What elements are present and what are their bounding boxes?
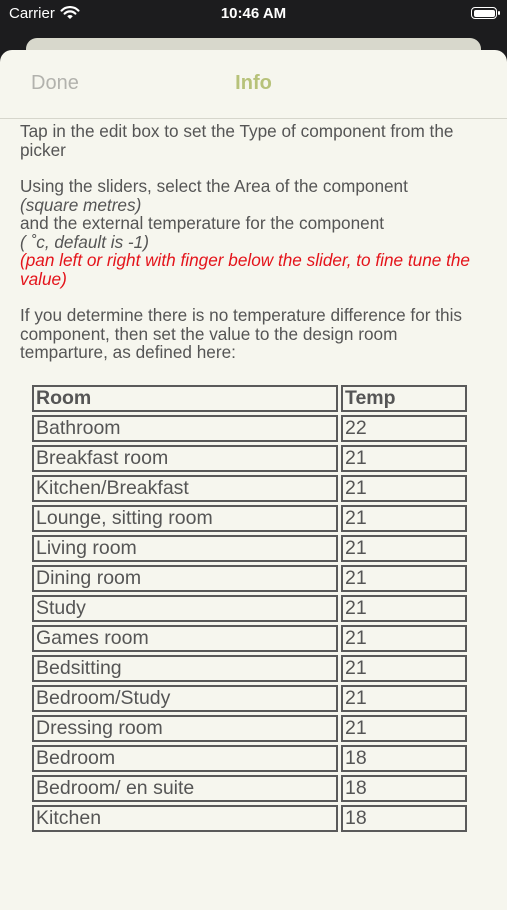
- temp-cell: 21: [341, 655, 467, 682]
- table-row: [32, 535, 467, 562]
- table-row: [32, 805, 467, 832]
- external-temp-text: and the external temperature for the component: [20, 213, 385, 233]
- room-cell: Bedroom/ en suite: [32, 775, 338, 802]
- room-cell: Bedroom: [32, 745, 338, 772]
- temp-unit-text: ( ˚c, default is -1): [20, 231, 149, 252]
- temp-cell: 21: [341, 475, 467, 502]
- clock: 10:46 AM: [220, 5, 287, 22]
- temp-cell: 21: [341, 505, 467, 532]
- instruction-no-difference: If you determine there is no temperature difference for this component, then set the value to the design room temparture, as defined here:: [20, 305, 463, 362]
- fine-tune-hint: (pan left or right with finger below the slider, to fine tune the value): [20, 250, 470, 289]
- temp-cell: 21: [341, 715, 467, 742]
- temp-cell: 21: [341, 535, 467, 562]
- table-row: [32, 775, 467, 802]
- navigation-bar: [0, 50, 507, 119]
- table-row: [32, 655, 467, 682]
- header-temp: Temp: [341, 385, 467, 412]
- table-row: [32, 685, 467, 712]
- room-cell: Kitchen: [32, 805, 338, 832]
- temp-cell: 18: [341, 775, 467, 802]
- instruction-picker: Tap in the edit box to set the Type of component from the picker: [20, 121, 454, 160]
- room-cell: Lounge, sitting room: [32, 505, 338, 532]
- temp-cell: 18: [341, 745, 467, 772]
- table-row: [32, 745, 467, 772]
- instruction-sliders: [20, 177, 487, 288]
- room-cell: Study: [32, 595, 338, 622]
- room-cell: Kitchen/Breakfast: [32, 475, 338, 502]
- table-row: [32, 565, 467, 592]
- temp-cell: 21: [341, 595, 467, 622]
- header-room: Room: [32, 385, 338, 412]
- temp-cell: 21: [341, 445, 467, 472]
- room-cell: Games room: [32, 625, 338, 652]
- table-row: [32, 505, 467, 532]
- room-temperature-table: [29, 382, 470, 835]
- info-content: [0, 122, 507, 835]
- area-unit-text: (square metres): [20, 194, 142, 215]
- room-cell: Dining room: [32, 565, 338, 592]
- table-row: [32, 415, 467, 442]
- room-cell: Living room: [32, 535, 338, 562]
- room-cell: Bedsitting: [32, 655, 338, 682]
- carrier-label: Carrier: [9, 5, 55, 22]
- battery-icon: [471, 7, 497, 19]
- status-bar: [0, 0, 507, 30]
- room-cell: Bathroom: [32, 415, 338, 442]
- room-cell: Dressing room: [32, 715, 338, 742]
- temp-cell: 18: [341, 805, 467, 832]
- room-cell: Bedroom/Study: [32, 685, 338, 712]
- room-cell: Breakfast room: [32, 445, 338, 472]
- table-row: [32, 475, 467, 502]
- table-row: [32, 625, 467, 652]
- temp-cell: 21: [341, 565, 467, 592]
- table-row: [32, 595, 467, 622]
- page-title: Info: [235, 72, 272, 94]
- info-sheet: [0, 50, 507, 910]
- temp-cell: 22: [341, 415, 467, 442]
- temp-cell: 21: [341, 625, 467, 652]
- temp-cell: 21: [341, 685, 467, 712]
- table-header-row: [32, 385, 467, 412]
- done-button[interactable]: Done: [31, 72, 79, 94]
- sliders-text: Using the sliders, select the Area of the component: [20, 176, 408, 196]
- table-row: [32, 445, 467, 472]
- table-row: [32, 715, 467, 742]
